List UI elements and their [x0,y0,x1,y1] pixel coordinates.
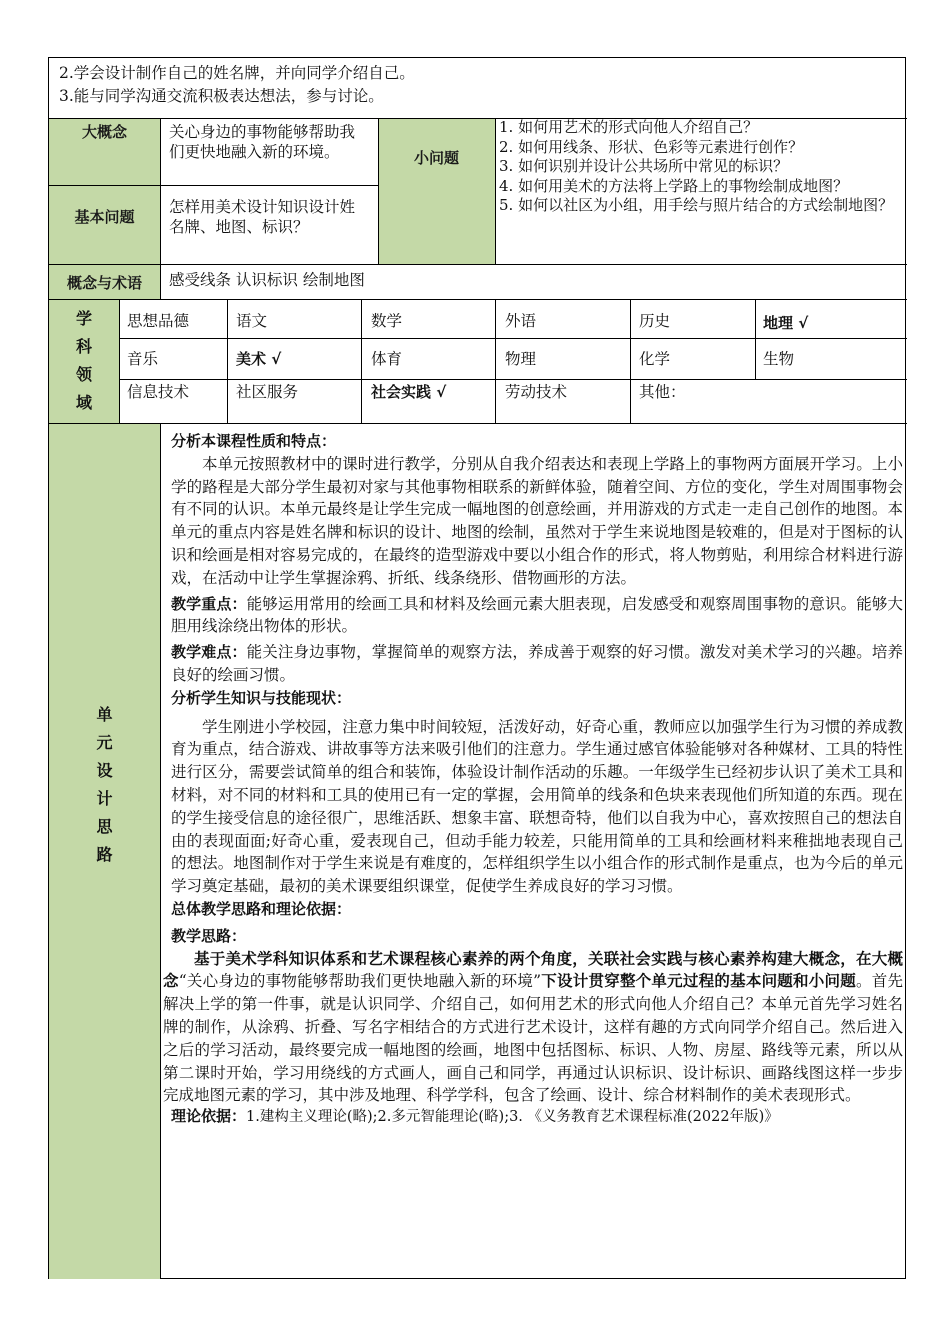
design-label-char: 思 [96,817,113,836]
basic-question-label: 基本问题 [74,208,135,226]
small-question-5: 5. 如何以社区为小组，用手绘与照片结合的方式绘制地图？ [499,196,894,214]
big-concept-content: 关心身边的事物能够帮助我们更快地融入新的环境。 [169,123,356,161]
objective-3: 3.能与同学沟通交流积极表达想法，参与讨论。 [59,87,384,105]
subject-label-char: 科 [75,337,92,356]
subject-cell: 外语 [505,312,537,330]
section-heading-students: 分析学生知识与技能现状： [171,688,352,707]
approach-bold-2: 下设计贯穿整个单元过程的基本问题和小问题 [541,971,856,991]
subject-cell: 体育 [371,350,403,368]
theory-label: 理论依据： [171,1107,247,1126]
design-table [48,57,906,1279]
subject-cell: 信息技术 [127,383,190,401]
subject-cell: 语文 [236,312,268,330]
section-heading-approach: 教学思路： [171,926,247,945]
teaching-key-label: 教学重点： [171,594,247,613]
subject-cell-selected: 社会实践 √ [371,383,447,401]
terms-content: 感受线条 认识标识 绘制地图 [169,271,365,289]
theory-text: 1.建构主义理论(略);2.多元智能理论(略);3. 《义务教育艺术课程标准(2022年版)》 [246,1109,779,1126]
approach-rest: 。首先解决上学的第一件事，就是认识同学、介绍自己，如何用艺术的形式向他人介绍自己？本单元首先学习姓名牌的制作，从涂鸦、折叠、写名字相结合的方式进行艺术设计，这样有趣的方式向同学介绍自己。然后进入之后的学习活动，最终要完成一幅地图的绘画，地图中包括图标、标识、人物、房屋、路线等元素，所以从第二课时开始，学习用绕线的方式画人，画自己和同学，再通过认识标识、设计标识、画路线图这样一步步完成地图元素的学习，其中涉及地理、科学学科，包含了绘画、设计、综合材料制作的美术表现形式。 [163,972,903,1105]
design-label-char: 计 [96,789,113,808]
subject-cell: 物理 [505,350,537,368]
subject-cell: 社区服务 [236,383,299,401]
teaching-difficulty-text: 能关注身边事物，掌握简单的观察方法，养成善于观察的好习惯。激发对美术学习的兴趣。培养良好的绘画习惯。 [171,643,903,684]
teaching-key-points [163,593,903,639]
big-concept-label: 大概念 [81,123,127,141]
small-question-label: 小问题 [413,149,459,167]
teaching-difficulties [163,641,903,687]
teaching-difficulty-label: 教学难点： [171,643,247,662]
subject-cell: 历史 [639,312,671,330]
subject-cell: 数学 [371,312,403,330]
subject-cell-selected: 美术 √ [236,350,282,368]
student-analysis: 学生刚进小学校园，注意力集中时间较短，活泼好动，好奇心重，教师应以加强学生行为习惯的养成教育为重点，结合游戏、讲故事等方法来吸引他们的注意力。学生通过感官体验能够对各种媒材、工具的特性进行区分，需要尝试简单的组合和装饰，体验设计制作活动的乐趣。一年级学生已经初步认识了美术工具和材料，对不同的材料和工具的使用已有一定的掌握，会用简单的线条和色块来表现他们所知道的东西。现在的学生接受信息的途径很广，思维活跃、想象丰富、联想奇特，他们以自我为中心，喜欢按照自己的想法自由的表现面面;好奇心重，爱表现自己，但动手能力较差，只能用简单的工具和绘画材料来稚拙地表现自己的想法。地图制作对于学生来说是有难度的，怎样组织学生以小组合作的形式制作是重点，也为今后的单元学习奠定基础，最初的美术课要组织课堂，促使学生养成良好的学习习惯。 [171,717,903,896]
small-question-4: 4. 如何用美术的方法将上学路上的事物绘制成地图？ [499,176,849,195]
small-question-2: 2. 如何用线条、形状、色彩等元素进行创作？ [499,137,804,156]
design-label-char: 单 [96,705,113,724]
objectives [59,62,899,108]
subject-label [49,305,119,417]
subject-label-char: 领 [75,365,92,384]
subject-cell-selected: 地理 √ [763,314,809,332]
design-label-char: 路 [96,845,113,864]
subject-label-char: 域 [75,393,92,412]
small-question-1: 1. 如何用艺术的形式向他人介绍自己？ [499,118,759,136]
objective-2: 2.学会设计制作自己的姓名牌，并向同学介绍自己。 [59,64,415,82]
theory-basis [163,1107,903,1127]
course-analysis: 本单元按照教材中的课时进行教学，分别从自我介绍表达和表现上学路上的事物两方面展开学习。上小学的路程是大部分学生最初对家与其他事物相联系的新鲜体验，随着空间、方位的变化，学生对周围事物会有不同的认识。本单元最终是让学生完成一幅地图的创意绘画，并用游戏的方式走一走自己创作的地图。本单元的重点内容是姓名牌和标识的设计、地图的绘制，虽然对于学生来说地图是较难的，但是对于图标的认识和绘画是相对容易完成的，在最终的造型游戏中要以小组合作的形式，将人物剪贴，利用综合材料进行游戏，在活动中让学生掌握涂鸦、折纸、线条绕形、借物画形的方法。 [171,454,903,587]
teaching-key-text: 能够运用常用的绘画工具和材料及绘画元素大胆表现，启发感受和观察周围事物的意识。能够大胆用线涂绕出物体的形状。 [171,594,903,636]
design-label-char: 设 [96,761,113,780]
design-content [163,430,903,1127]
approach-big-concept-quote: “关心身边的事物能够帮助我们更快地融入新的环境” [178,972,542,991]
subject-label-char: 学 [75,309,92,328]
section-heading-course: 分析本课程性质和特点： [171,432,337,450]
section-heading-overall: 总体教学思路和理论依据： [171,899,352,918]
design-label [49,701,160,869]
terms-label: 概念与术语 [66,274,142,292]
subject-cell: 生物 [763,350,795,368]
subject-cell: 音乐 [127,350,159,368]
small-question-3: 3. 如何识别并设计公共场所中常见的标识？ [499,157,789,175]
subject-cell: 化学 [639,350,671,368]
basic-question-content: 怎样用美术设计知识设计姓名牌、地图、标识？ [169,198,356,236]
subject-cell: 劳动技术 [505,383,568,401]
subject-cell: 其他： [639,383,686,401]
teaching-approach [163,948,903,1108]
small-question-label-bg [378,118,495,264]
subject-cell: 思想品德 [127,312,190,330]
design-label-char: 元 [96,733,113,752]
approach-bold-1: 基于美术学科知识体系和艺术课程核心素养的两个角度，关联社会实践与核心素养构建大概念，在大概念 [163,948,903,991]
small-question-list [499,118,902,216]
